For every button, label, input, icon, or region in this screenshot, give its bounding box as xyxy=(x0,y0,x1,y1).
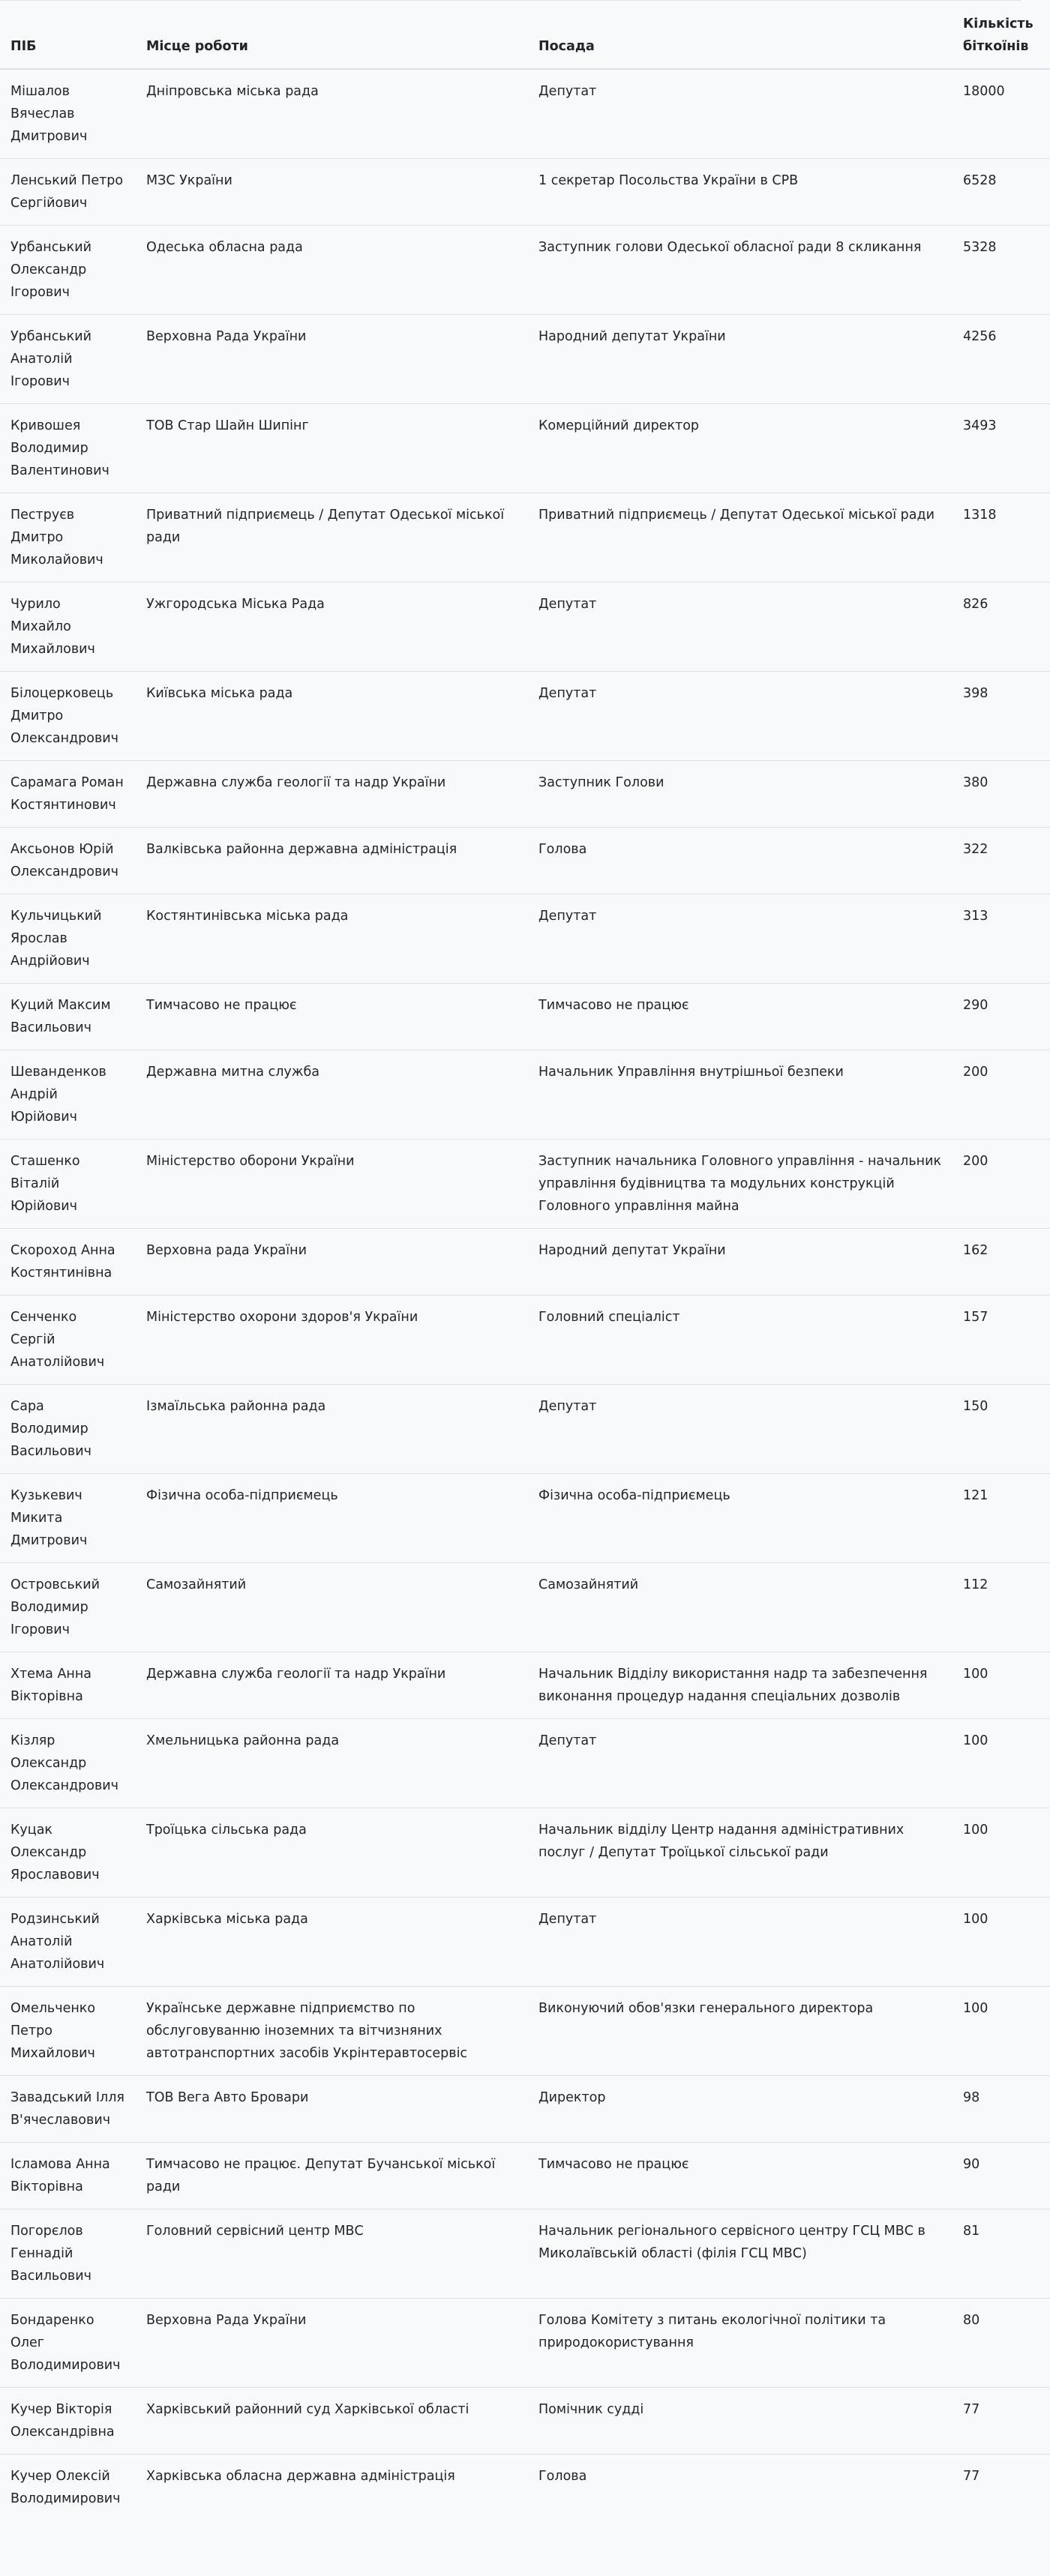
cell-workplace: Ужгородська Міська Рада xyxy=(136,583,528,672)
table-row xyxy=(0,69,1050,159)
header-amount xyxy=(952,2,1050,69)
table-row xyxy=(0,583,1050,672)
cell-workplace: Головний сервісний центр МВС xyxy=(136,2209,528,2299)
header-position: Посада xyxy=(528,2,952,69)
cell-workplace: ТОВ Вега Авто Бровари xyxy=(136,2076,528,2143)
table-row xyxy=(0,2455,1050,2521)
cell-amount: 150 xyxy=(952,1385,1050,1474)
cell-amount: 157 xyxy=(952,1295,1050,1385)
header-amount-line2: біткоїнів xyxy=(963,39,1029,54)
cell-amount: 313 xyxy=(952,894,1050,984)
cell-workplace: Харківський районний суд Харківської області xyxy=(136,2388,528,2455)
table-row xyxy=(0,2076,1050,2143)
cell-workplace: Державна митна служба xyxy=(136,1050,528,1140)
cell-position: Начальник регіонального сервісного центру ГСЦ МВС в Миколаївській області (філія ГСЦ МВС) xyxy=(528,2209,952,2299)
officials-table xyxy=(0,2,1050,2521)
header-name: ПІБ xyxy=(0,2,136,69)
cell-position: Народний депутат України xyxy=(528,315,952,404)
cell-workplace: Українське державне підприємство по обслуговуванню іноземних та вітчизняних автотранспортних засобів Укрінтеравтосервіс xyxy=(136,1987,528,2076)
cell-name: Кізляр Олександр Олександрович xyxy=(0,1719,136,1808)
table-row xyxy=(0,404,1050,493)
cell-amount: 6528 xyxy=(952,159,1050,226)
cell-name: Шеванденков Андрій Юрійович xyxy=(0,1050,136,1140)
cell-position: Заступник начальника Головного управління - начальник управління будівництва та модульних конструкцій Головного управління майна xyxy=(528,1140,952,1229)
cell-workplace: Приватний підприємець / Депутат Одеської міської ради xyxy=(136,493,528,583)
cell-position: Приватний підприємець / Депутат Одеської міської ради xyxy=(528,493,952,583)
cell-position: Комерційний директор xyxy=(528,404,952,493)
cell-workplace: Верховна Рада України xyxy=(136,2299,528,2388)
cell-amount: 121 xyxy=(952,1474,1050,1563)
cell-position: Начальник Управління внутрішньої безпеки xyxy=(528,1050,952,1140)
table-row xyxy=(0,1652,1050,1719)
table-row xyxy=(0,1474,1050,1563)
cell-name: Білоцерковець Дмитро Олександрович xyxy=(0,672,136,761)
cell-amount: 322 xyxy=(952,828,1050,894)
table-row xyxy=(0,1385,1050,1474)
cell-name: Кучер Олексій Володимирович xyxy=(0,2455,136,2521)
table-row xyxy=(0,1898,1050,1987)
cell-position: Тимчасово не працює xyxy=(528,984,952,1050)
cell-amount: 112 xyxy=(952,1563,1050,1652)
cell-position: Голова xyxy=(528,828,952,894)
cell-amount: 77 xyxy=(952,2388,1050,2455)
cell-name: Кузькевич Микита Дмитрович xyxy=(0,1474,136,1563)
cell-name: Сарамага Роман Костянтинович xyxy=(0,761,136,828)
cell-workplace: Державна служба геології та надр України xyxy=(136,1652,528,1719)
header-row xyxy=(0,2,1050,69)
cell-workplace: Міністерство охорони здоров'я України xyxy=(136,1295,528,1385)
cell-position: Виконуючий обов'язки генерального директора xyxy=(528,1987,952,2076)
cell-position: Депутат xyxy=(528,583,952,672)
table-row xyxy=(0,1295,1050,1385)
cell-amount: 826 xyxy=(952,583,1050,672)
table-row xyxy=(0,1140,1050,1229)
header-workplace: Місце роботи xyxy=(136,2,528,69)
cell-amount: 90 xyxy=(952,2143,1050,2209)
cell-name: Урбанський Олександр Ігорович xyxy=(0,226,136,315)
table-row xyxy=(0,894,1050,984)
cell-name: Хтема Анна Вікторівна xyxy=(0,1652,136,1719)
cell-position: Депутат xyxy=(528,672,952,761)
table-row xyxy=(0,2143,1050,2209)
cell-amount: 100 xyxy=(952,1898,1050,1987)
cell-name: Мішалов Вячеслав Дмитрович xyxy=(10,84,88,144)
table-row xyxy=(0,226,1050,315)
cell-position: Депутат xyxy=(538,84,597,99)
cell-amount: 100 xyxy=(952,1719,1050,1808)
cell-workplace: Хмельницька районна рада xyxy=(136,1719,528,1808)
cell-name: Аксьонов Юрій Олександрович xyxy=(0,828,136,894)
cell-position: Тимчасово не працює xyxy=(528,2143,952,2209)
cell-position: Заступник Голови xyxy=(528,761,952,828)
cell-name: Родзинський Анатолій Анатолійович xyxy=(0,1898,136,1987)
table-row xyxy=(0,159,1050,226)
cell-amount: 100 xyxy=(952,1987,1050,2076)
cell-position: Помічник судді xyxy=(528,2388,952,2455)
cell-name: Погорєлов Геннадій Васильович xyxy=(0,2209,136,2299)
cell-amount: 200 xyxy=(952,1050,1050,1140)
cell-position: Депутат xyxy=(528,1385,952,1474)
cell-position: 1 секретар Посольства України в СРВ xyxy=(528,159,952,226)
cell-amount: 100 xyxy=(952,1808,1050,1898)
cell-name: Куций Максим Васильович xyxy=(0,984,136,1050)
cell-position: Заступник голови Одеської обласної ради 8 скликання xyxy=(528,226,952,315)
cell-workplace: Фізична особа-підприємець xyxy=(136,1474,528,1563)
cell-position: Депутат xyxy=(528,1719,952,1808)
cell-position: Начальник відділу Центр надання адміністративних послуг / Депутат Троїцької сільської ради xyxy=(528,1808,952,1898)
table-row xyxy=(0,828,1050,894)
table-header xyxy=(0,2,1050,69)
table-row xyxy=(0,1987,1050,2076)
cell-amount: 4256 xyxy=(952,315,1050,404)
cell-workplace: Самозайнятий xyxy=(136,1563,528,1652)
cell-amount: 290 xyxy=(952,984,1050,1050)
cell-position: Голова Комітету з питань екологічної політики та природокористування xyxy=(528,2299,952,2388)
cell-amount: 5328 xyxy=(952,226,1050,315)
cell-name: Ленський Петро Сергійович xyxy=(0,159,136,226)
table-row xyxy=(0,761,1050,828)
cell-workplace: Тимчасово не працює xyxy=(136,984,528,1050)
cell-name: Пеструєв Дмитро Миколайович xyxy=(0,493,136,583)
cell-workplace: МЗС України xyxy=(136,159,528,226)
cell-amount: 80 xyxy=(952,2299,1050,2388)
cell-position: Головний спеціаліст xyxy=(528,1295,952,1385)
table-row xyxy=(0,672,1050,761)
cell-position: Самозайнятий xyxy=(528,1563,952,1652)
table-row xyxy=(0,1808,1050,1898)
table-row xyxy=(0,1050,1050,1140)
cell-position: Голова xyxy=(528,2455,952,2521)
cell-amount: 398 xyxy=(952,672,1050,761)
table-row xyxy=(0,1229,1050,1295)
table-row xyxy=(0,2299,1050,2388)
cell-amount: 200 xyxy=(952,1140,1050,1229)
cell-workplace: ТОВ Стар Шайн Шипінг xyxy=(136,404,528,493)
cell-amount: 100 xyxy=(952,1652,1050,1719)
cell-name: Островський Володимир Ігорович xyxy=(0,1563,136,1652)
cell-amount: 3493 xyxy=(952,404,1050,493)
cell-position: Фізична особа-підприємець xyxy=(528,1474,952,1563)
table-row xyxy=(0,1719,1050,1808)
cell-workplace: Міністерство оборони України xyxy=(136,1140,528,1229)
cell-amount: 380 xyxy=(952,761,1050,828)
cell-workplace: Ізмаїльська районна рада xyxy=(136,1385,528,1474)
cell-name: Сара Володимир Васильович xyxy=(0,1385,136,1474)
cell-position: Депутат xyxy=(528,894,952,984)
cell-name: Куцак Олександр Ярославович xyxy=(0,1808,136,1898)
cell-amount: 18000 xyxy=(963,84,1005,99)
cell-workplace: Харківська обласна державна адміністрація xyxy=(136,2455,528,2521)
cell-name: Кульчицький Ярослав Андрійович xyxy=(0,894,136,984)
cell-name: Сенченко Сергій Анатолійович xyxy=(0,1295,136,1385)
cell-amount: 98 xyxy=(952,2076,1050,2143)
cell-position: Директор xyxy=(528,2076,952,2143)
table-row xyxy=(0,2388,1050,2455)
table-row xyxy=(0,315,1050,404)
header-amount-line1: Кількість xyxy=(963,16,1034,31)
cell-name: Омельченко Петро Михайлович xyxy=(0,1987,136,2076)
cell-name: Кривошея Володимир Валентинович xyxy=(0,404,136,493)
cell-workplace: Одеська обласна рада xyxy=(136,226,528,315)
cell-amount: 1318 xyxy=(952,493,1050,583)
table-row xyxy=(0,2209,1050,2299)
cell-position: Начальник Відділу використання надр та забезпечення виконання процедур надання спеціальних дозволів xyxy=(528,1652,952,1719)
cell-workplace: Валківська районна державна адміністрація xyxy=(136,828,528,894)
cell-amount: 81 xyxy=(952,2209,1050,2299)
cell-amount: 77 xyxy=(952,2455,1050,2521)
cell-name: Завадський Ілля В'ячеславович xyxy=(0,2076,136,2143)
table-body xyxy=(0,69,1050,2521)
cell-position: Депутат xyxy=(528,1898,952,1987)
cell-name: Сташенко Віталій Юрійович xyxy=(0,1140,136,1229)
cell-workplace: Дніпровська міська рада xyxy=(146,84,319,99)
cell-name: Скороход Анна Костянтинівна xyxy=(0,1229,136,1295)
table-row xyxy=(0,984,1050,1050)
cell-name: Урбанський Анатолій Ігорович xyxy=(0,315,136,404)
cell-workplace: Тимчасово не працює. Депутат Бучанської міської ради xyxy=(136,2143,528,2209)
table-row xyxy=(0,1563,1050,1652)
cell-name: Бондаренко Олег Володимирович xyxy=(0,2299,136,2388)
table-row xyxy=(0,493,1050,583)
cell-workplace: Київська міська рада xyxy=(136,672,528,761)
cell-amount: 162 xyxy=(952,1229,1050,1295)
cell-workplace: Верховна Рада України xyxy=(136,315,528,404)
cell-name: Кучер Вікторія Олександрівна xyxy=(0,2388,136,2455)
cell-name: Чурило Михайло Михайлович xyxy=(0,583,136,672)
cell-workplace: Костянтинівська міська рада xyxy=(136,894,528,984)
cell-name: Ісламова Анна Вікторівна xyxy=(0,2143,136,2209)
cell-position: Народний депутат України xyxy=(528,1229,952,1295)
cell-workplace: Державна служба геології та надр України xyxy=(136,761,528,828)
cell-workplace: Верховна рада України xyxy=(136,1229,528,1295)
cell-workplace: Троїцька сільська рада xyxy=(136,1808,528,1898)
cell-workplace: Харківська міська рада xyxy=(136,1898,528,1987)
